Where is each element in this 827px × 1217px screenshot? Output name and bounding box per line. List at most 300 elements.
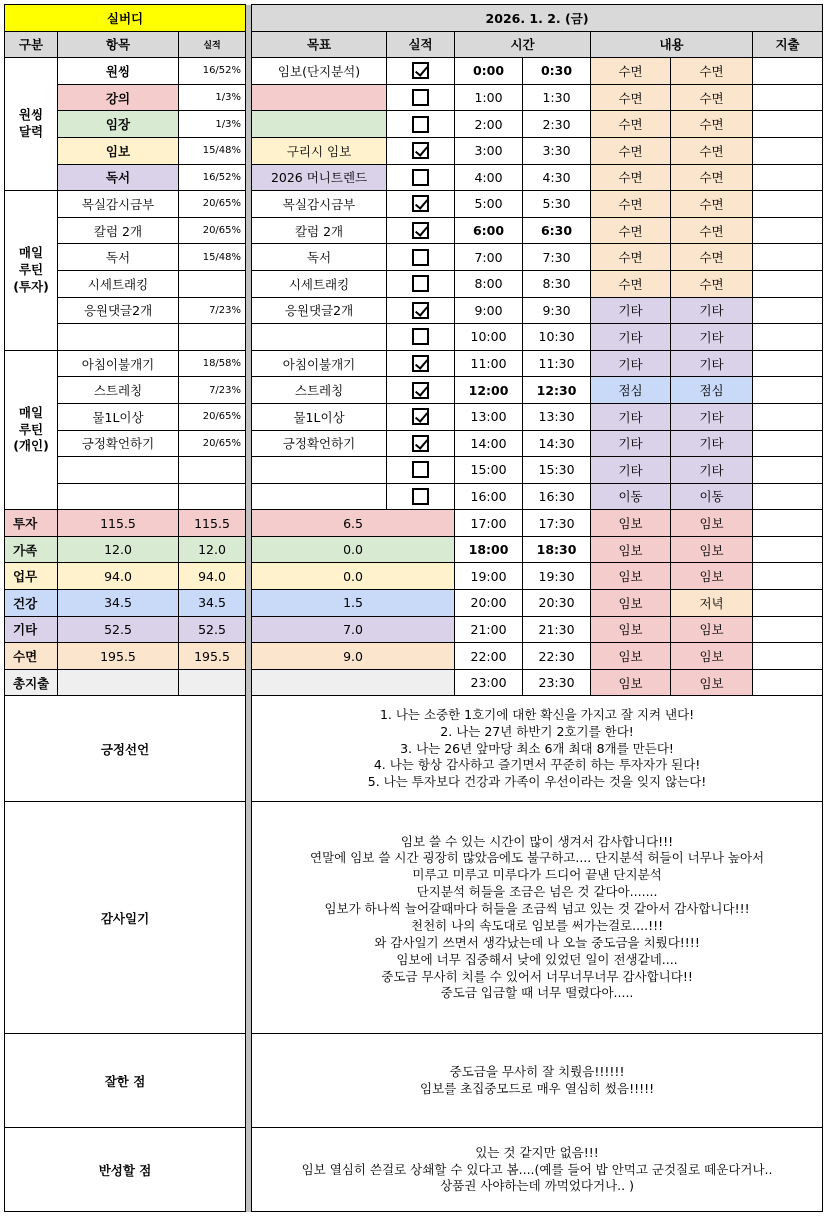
expense-cell[interactable]	[753, 191, 823, 218]
item-progress	[179, 457, 246, 484]
item-row	[5, 457, 823, 484]
checkbox-empty-icon[interactable]	[412, 328, 429, 345]
item-row	[5, 297, 823, 324]
item-progress: 15/48%	[179, 137, 246, 164]
activity-first-half[interactable]: 수면	[591, 191, 671, 218]
item-name[interactable]: 임장	[58, 111, 179, 138]
time-start[interactable]: 2:00	[455, 111, 523, 138]
activity-first-half[interactable]: 수면	[591, 270, 671, 297]
checkbox-empty-icon[interactable]	[412, 169, 429, 186]
section-line: 중도금 입금할 때 너무 떨렸다아.....	[440, 985, 634, 1001]
item-progress: 16/52%	[179, 58, 246, 85]
time-end[interactable]: 6:30	[523, 217, 591, 244]
done-cell[interactable]	[387, 377, 455, 404]
time-end[interactable]: 17:30	[523, 510, 591, 537]
section-line: 미루고 미루고 미루다가 드디어 끝낸 단지분석	[412, 867, 662, 883]
time-start[interactable]: 4:00	[455, 164, 523, 191]
activity-second-half[interactable]: 수면	[671, 191, 753, 218]
summary-total: 52.5	[58, 616, 179, 643]
activity-second-half[interactable]: 임보	[671, 563, 753, 590]
item-name[interactable]: 응원댓글2개	[58, 297, 179, 324]
done-cell[interactable]	[387, 191, 455, 218]
activity-first-half[interactable]: 수면	[591, 137, 671, 164]
time-end[interactable]: 8:30	[523, 270, 591, 297]
activity-second-half[interactable]: 임보	[671, 616, 753, 643]
section-line: 있는 것 같지만 없음!!!	[475, 1144, 599, 1160]
time-end[interactable]: 0:30	[523, 58, 591, 85]
summary-value	[179, 669, 246, 696]
item-progress: 16/52%	[179, 164, 246, 191]
activity-first-half[interactable]: 기타	[591, 430, 671, 457]
goal-cell[interactable]: 칼럼 2개	[252, 217, 387, 244]
activity-second-half[interactable]: 기타	[671, 297, 753, 324]
expense-cell[interactable]	[753, 217, 823, 244]
time-end[interactable]: 13:30	[523, 403, 591, 430]
activity-first-half[interactable]: 수면	[591, 84, 671, 111]
item-name[interactable]: 아침이불개기	[58, 350, 179, 377]
done-cell[interactable]	[387, 217, 455, 244]
section-line: 3. 나는 26년 앞마당 최소 6개 최대 8개를 만든다!	[400, 740, 674, 756]
time-end[interactable]: 5:30	[523, 191, 591, 218]
expense-cell[interactable]	[753, 111, 823, 138]
done-cell[interactable]	[387, 270, 455, 297]
item-row	[5, 191, 823, 218]
col-goal: 목표	[252, 31, 387, 58]
good-points-section	[5, 1034, 823, 1128]
summary-row	[5, 590, 823, 617]
activity-second-half[interactable]: 기타	[671, 324, 753, 351]
expense-cell[interactable]	[753, 164, 823, 191]
section-line: 4. 나는 항상 감사하고 즐기면서 꾸준히 하는 투자자가 된다!	[373, 757, 701, 773]
done-cell[interactable]	[387, 457, 455, 484]
activity-second-half[interactable]: 임보	[671, 643, 753, 670]
checkbox-checked-icon[interactable]	[412, 62, 429, 79]
time-end[interactable]: 11:30	[523, 350, 591, 377]
activity-first-half[interactable]: 수면	[591, 244, 671, 271]
col-performance: 실적	[179, 31, 246, 58]
time-end[interactable]: 22:30	[523, 643, 591, 670]
time-end[interactable]: 9:30	[523, 297, 591, 324]
date-header[interactable]: 2026. 1. 2. (금)	[252, 5, 823, 32]
goal-cell[interactable]: 스트레칭	[252, 377, 387, 404]
item-name[interactable]: 스트레칭	[58, 377, 179, 404]
item-name[interactable]	[58, 457, 179, 484]
goal-cell[interactable]: 시세트래킹	[252, 270, 387, 297]
checkbox-empty-icon[interactable]	[412, 275, 429, 292]
item-name[interactable]: 임보	[58, 137, 179, 164]
item-name[interactable]	[58, 483, 179, 510]
summary-label: 가족	[5, 536, 58, 563]
activity-first-half[interactable]: 임보	[591, 643, 671, 670]
item-progress: 7/23%	[179, 377, 246, 404]
summary-today	[252, 669, 455, 696]
item-name[interactable]: 독서	[58, 244, 179, 271]
item-progress: 20/65%	[179, 430, 246, 457]
activity-second-half[interactable]: 기타	[671, 430, 753, 457]
activity-first-half[interactable]: 임보	[591, 510, 671, 537]
expense-cell[interactable]	[753, 270, 823, 297]
activity-second-half[interactable]: 수면	[671, 270, 753, 297]
expense-cell[interactable]	[753, 324, 823, 351]
item-name[interactable]: 독서	[58, 164, 179, 191]
time-start[interactable]: 20:00	[455, 590, 523, 617]
summary-value: 195.5	[179, 643, 246, 670]
goal-cell[interactable]: 물1L이상	[252, 403, 387, 430]
time-start[interactable]: 19:00	[455, 563, 523, 590]
summary-total: 34.5	[58, 590, 179, 617]
section-line: 임보 열심히 쓴걸로 상쇄할 수 있다고 봄....(예를 들어 밥 안먹고 군것질로 떼운다거나..	[301, 1161, 773, 1177]
item-progress	[179, 483, 246, 510]
activity-second-half[interactable]: 수면	[671, 111, 753, 138]
checkbox-checked-icon[interactable]	[412, 355, 429, 372]
done-cell[interactable]	[387, 244, 455, 271]
time-end[interactable]: 20:30	[523, 590, 591, 617]
time-end[interactable]: 10:30	[523, 324, 591, 351]
goal-cell[interactable]: 구리시 임보	[252, 137, 387, 164]
sheet-body	[5, 5, 823, 1212]
summary-total: 115.5	[58, 510, 179, 537]
expense-cell[interactable]	[753, 590, 823, 617]
time-start[interactable]: 13:00	[455, 403, 523, 430]
summary-total: 94.0	[58, 563, 179, 590]
done-cell[interactable]	[387, 403, 455, 430]
section-line: 임보를 초집중모드로 매우 열심히 썼음!!!!!	[419, 1080, 655, 1096]
activity-second-half[interactable]: 기타	[671, 403, 753, 430]
section-line: 5. 나는 투자보다 건강과 가족이 우선이라는 것을 잊지 않는다!	[367, 774, 707, 790]
time-start[interactable]: 15:00	[455, 457, 523, 484]
goal-cell[interactable]	[252, 457, 387, 484]
activity-first-half[interactable]: 기타	[591, 457, 671, 484]
activity-first-half[interactable]: 기타	[591, 297, 671, 324]
goal-cell[interactable]	[252, 324, 387, 351]
time-start[interactable]: 18:00	[455, 536, 523, 563]
done-cell[interactable]	[387, 297, 455, 324]
affirmation-section	[5, 696, 823, 802]
item-row	[5, 324, 823, 351]
summary-row	[5, 643, 823, 670]
section-line: 상품권 사야하는데 까먹었다거나.. )	[440, 1178, 634, 1194]
done-cell[interactable]	[387, 483, 455, 510]
item-name[interactable]: 칼럼 2개	[58, 217, 179, 244]
expense-cell[interactable]	[753, 403, 823, 430]
time-start[interactable]: 1:00	[455, 84, 523, 111]
time-end[interactable]: 23:30	[523, 669, 591, 696]
activity-first-half[interactable]: 수면	[591, 58, 671, 85]
item-progress: 1/3%	[179, 84, 246, 111]
expense-cell[interactable]	[753, 377, 823, 404]
checkbox-checked-icon[interactable]	[412, 222, 429, 239]
expense-cell[interactable]	[753, 457, 823, 484]
checkbox-checked-icon[interactable]	[412, 435, 429, 452]
done-cell[interactable]	[387, 350, 455, 377]
checkbox-checked-icon[interactable]	[412, 382, 429, 399]
time-end[interactable]: 3:30	[523, 137, 591, 164]
time-start[interactable]: 8:00	[455, 270, 523, 297]
item-progress: 18/58%	[179, 350, 246, 377]
activity-first-half[interactable]: 임보	[591, 590, 671, 617]
col-item: 항목	[58, 31, 179, 58]
item-row	[5, 84, 823, 111]
time-start[interactable]: 17:00	[455, 510, 523, 537]
time-start[interactable]: 6:00	[455, 217, 523, 244]
item-row	[5, 111, 823, 138]
expense-cell[interactable]	[753, 350, 823, 377]
gratitude-section	[5, 802, 823, 1034]
activity-first-half[interactable]: 수면	[591, 111, 671, 138]
expense-cell[interactable]	[753, 536, 823, 563]
time-start[interactable]: 22:00	[455, 643, 523, 670]
reflection-section	[5, 1128, 823, 1212]
goal-cell[interactable]	[252, 483, 387, 510]
expense-cell[interactable]	[753, 430, 823, 457]
item-name[interactable]	[58, 324, 179, 351]
activity-second-half[interactable]: 이동	[671, 483, 753, 510]
time-start[interactable]: 11:00	[455, 350, 523, 377]
summary-today: 0.0	[252, 563, 455, 590]
time-start[interactable]: 23:00	[455, 669, 523, 696]
goal-cell[interactable]	[252, 111, 387, 138]
section-body[interactable]	[252, 802, 823, 1034]
activity-second-half[interactable]: 임보	[671, 510, 753, 537]
section-title: 잘한 점	[5, 1034, 246, 1128]
expense-cell[interactable]	[753, 563, 823, 590]
section-body[interactable]	[252, 1034, 823, 1128]
summary-today: 1.5	[252, 590, 455, 617]
col-done: 실적	[387, 31, 455, 58]
item-name[interactable]: 강의	[58, 84, 179, 111]
summary-today: 9.0	[252, 643, 455, 670]
activity-first-half[interactable]: 이동	[591, 483, 671, 510]
time-end[interactable]: 19:30	[523, 563, 591, 590]
item-row	[5, 164, 823, 191]
col-time: 시간	[455, 31, 591, 58]
expense-cell[interactable]	[753, 669, 823, 696]
time-start[interactable]: 7:00	[455, 244, 523, 271]
group-wonssing: 원씽 달력	[5, 58, 58, 191]
group-routine-personal: 매일 루틴 (개인)	[5, 350, 58, 510]
expense-cell[interactable]	[753, 58, 823, 85]
item-row	[5, 217, 823, 244]
item-row	[5, 58, 823, 85]
summary-label: 총지출	[5, 669, 58, 696]
time-end[interactable]: 16:30	[523, 483, 591, 510]
summary-row	[5, 616, 823, 643]
section-title: 반성할 점	[5, 1128, 246, 1212]
activity-first-half[interactable]: 기타	[591, 324, 671, 351]
activity-first-half[interactable]: 임보	[591, 616, 671, 643]
col-category: 구분	[5, 31, 58, 58]
col-content: 내용	[591, 31, 753, 58]
summary-value: 34.5	[179, 590, 246, 617]
activity-second-half[interactable]: 기타	[671, 350, 753, 377]
summary-label: 건강	[5, 590, 58, 617]
section-line: 중도금 무사히 치를 수 있어서 너무너무너무 감사합니다!!	[381, 968, 693, 984]
planner-sheet	[4, 4, 823, 1212]
section-title: 긍정선언	[5, 696, 246, 802]
checkbox-checked-icon[interactable]	[412, 408, 429, 425]
checkbox-checked-icon[interactable]	[412, 302, 429, 319]
activity-first-half[interactable]: 임보	[591, 563, 671, 590]
activity-first-half[interactable]: 기타	[591, 403, 671, 430]
item-row	[5, 350, 823, 377]
item-progress: 20/65%	[179, 217, 246, 244]
done-cell[interactable]	[387, 58, 455, 85]
activity-second-half[interactable]: 수면	[671, 217, 753, 244]
checkbox-empty-icon[interactable]	[412, 488, 429, 505]
summary-value: 52.5	[179, 616, 246, 643]
item-name[interactable]: 시세트래킹	[58, 270, 179, 297]
summary-today: 0.0	[252, 536, 455, 563]
section-line: 단지분석 허들을 조금은 넘은 것 같다아.......	[416, 884, 658, 900]
section-line: 천천히 나의 속도대로 임보를 써가는걸로....!!!	[411, 917, 664, 933]
summary-label: 기타	[5, 616, 58, 643]
goal-cell[interactable]: 2026 머니트렌드	[252, 164, 387, 191]
goal-cell[interactable]: 독서	[252, 244, 387, 271]
time-end[interactable]: 15:30	[523, 457, 591, 484]
time-start[interactable]: 3:00	[455, 137, 523, 164]
item-name[interactable]: 물1L이상	[58, 403, 179, 430]
time-end[interactable]: 2:30	[523, 111, 591, 138]
expense-cell[interactable]	[753, 137, 823, 164]
summary-label: 투자	[5, 510, 58, 537]
col-expense: 지출	[753, 31, 823, 58]
checkbox-empty-icon[interactable]	[412, 116, 429, 133]
goal-cell[interactable]: 임보(단지분석)	[252, 58, 387, 85]
activity-second-half[interactable]: 점심	[671, 377, 753, 404]
time-end[interactable]: 14:30	[523, 430, 591, 457]
summary-today: 7.0	[252, 616, 455, 643]
item-progress: 20/65%	[179, 403, 246, 430]
time-start[interactable]: 0:00	[455, 58, 523, 85]
summary-label: 수면	[5, 643, 58, 670]
title-row	[5, 5, 823, 32]
expense-cell[interactable]	[753, 297, 823, 324]
checkbox-empty-icon[interactable]	[412, 249, 429, 266]
item-progress: 1/3%	[179, 111, 246, 138]
activity-second-half[interactable]: 임보	[671, 536, 753, 563]
item-row	[5, 483, 823, 510]
activity-second-half[interactable]: 수면	[671, 244, 753, 271]
time-end[interactable]: 4:30	[523, 164, 591, 191]
done-cell[interactable]	[387, 137, 455, 164]
summary-total: 195.5	[58, 643, 179, 670]
item-row	[5, 137, 823, 164]
time-end[interactable]: 1:30	[523, 84, 591, 111]
activity-second-half[interactable]: 수면	[671, 164, 753, 191]
item-progress: 20/65%	[179, 191, 246, 218]
activity-second-half[interactable]: 저녁	[671, 590, 753, 617]
done-cell[interactable]	[387, 164, 455, 191]
section-line: 1. 나는 소중한 1호기에 대한 확신을 가지고 잘 지켜 낸다!	[379, 706, 695, 722]
summary-row	[5, 536, 823, 563]
summary-value: 94.0	[179, 563, 246, 590]
activity-second-half[interactable]: 수면	[671, 84, 753, 111]
time-start[interactable]: 9:00	[455, 297, 523, 324]
item-row	[5, 270, 823, 297]
time-end[interactable]: 21:30	[523, 616, 591, 643]
item-name[interactable]: 원씽	[58, 58, 179, 85]
expense-cell[interactable]	[753, 510, 823, 537]
summary-value: 115.5	[179, 510, 246, 537]
summary-row	[5, 669, 823, 696]
goal-cell[interactable]	[252, 84, 387, 111]
item-progress: 15/48%	[179, 244, 246, 271]
checkbox-checked-icon[interactable]	[412, 142, 429, 159]
summary-row	[5, 563, 823, 590]
time-start[interactable]: 14:00	[455, 430, 523, 457]
section-title: 감사일기	[5, 802, 246, 1034]
expense-cell[interactable]	[753, 244, 823, 271]
expense-cell[interactable]	[753, 483, 823, 510]
group-routine-invest: 매일 루틴 (투자)	[5, 191, 58, 351]
item-progress	[179, 270, 246, 297]
checkbox-empty-icon[interactable]	[412, 89, 429, 106]
expense-cell[interactable]	[753, 616, 823, 643]
activity-first-half[interactable]: 임보	[591, 669, 671, 696]
activity-second-half[interactable]: 임보	[671, 669, 753, 696]
section-line: 연말에 임보 쓸 시간 굉장히 많았음에도 불구하고.... 단지분석 허들이 너무나 높아서	[310, 850, 765, 866]
done-cell[interactable]	[387, 324, 455, 351]
checkbox-checked-icon[interactable]	[412, 195, 429, 212]
section-line: 2. 나는 27년 하반기 2호기를 한다!	[440, 723, 634, 739]
done-cell[interactable]	[387, 430, 455, 457]
activity-first-half[interactable]: 수면	[591, 164, 671, 191]
summary-today: 6.5	[252, 510, 455, 537]
item-row	[5, 403, 823, 430]
summary-total	[58, 669, 179, 696]
section-body[interactable]	[252, 1128, 823, 1212]
time-end[interactable]: 18:30	[523, 536, 591, 563]
time-start[interactable]: 12:00	[455, 377, 523, 404]
activity-first-half[interactable]: 점심	[591, 377, 671, 404]
section-line: 와 감사일기 쓰면서 생각났는데 나 오늘 중도금을 치뤘다!!!!	[374, 934, 700, 950]
item-progress	[179, 324, 246, 351]
activity-first-half[interactable]: 수면	[591, 217, 671, 244]
activity-first-half[interactable]: 임보	[591, 536, 671, 563]
goal-cell[interactable]: 아침이불개기	[252, 350, 387, 377]
expense-cell[interactable]	[753, 643, 823, 670]
owner-name[interactable]: 실버디	[5, 5, 246, 32]
time-end[interactable]: 7:30	[523, 244, 591, 271]
section-line: 임보에 너무 집중해서 낮에 있었던 일이 전생같네....	[396, 951, 678, 967]
checkbox-empty-icon[interactable]	[412, 461, 429, 478]
goal-cell[interactable]: 긍정확언하기	[252, 430, 387, 457]
column-header-row	[5, 31, 823, 58]
time-start[interactable]: 16:00	[455, 483, 523, 510]
activity-second-half[interactable]: 수면	[671, 137, 753, 164]
item-name[interactable]: 긍정확언하기	[58, 430, 179, 457]
section-body[interactable]	[252, 696, 823, 802]
time-start[interactable]: 21:00	[455, 616, 523, 643]
summary-label: 업무	[5, 563, 58, 590]
goal-cell[interactable]: 목실감시금부	[252, 191, 387, 218]
item-progress: 7/23%	[179, 297, 246, 324]
time-start[interactable]: 10:00	[455, 324, 523, 351]
section-line: 임보가 하나씩 늘어갈때마다 허들을 조금씩 넘고 있는 것 같아서 감사합니다!!!	[324, 901, 750, 917]
item-name[interactable]: 목실감시금부	[58, 191, 179, 218]
activity-second-half[interactable]: 기타	[671, 457, 753, 484]
time-start[interactable]: 5:00	[455, 191, 523, 218]
goal-cell[interactable]: 응원댓글2개	[252, 297, 387, 324]
expense-cell[interactable]	[753, 84, 823, 111]
activity-second-half[interactable]: 수면	[671, 58, 753, 85]
section-line: 중도금을 무사히 잘 치뤘음!!!!!!	[449, 1064, 625, 1080]
done-cell[interactable]	[387, 84, 455, 111]
activity-first-half[interactable]: 기타	[591, 350, 671, 377]
item-row	[5, 430, 823, 457]
time-end[interactable]: 12:30	[523, 377, 591, 404]
done-cell[interactable]	[387, 111, 455, 138]
